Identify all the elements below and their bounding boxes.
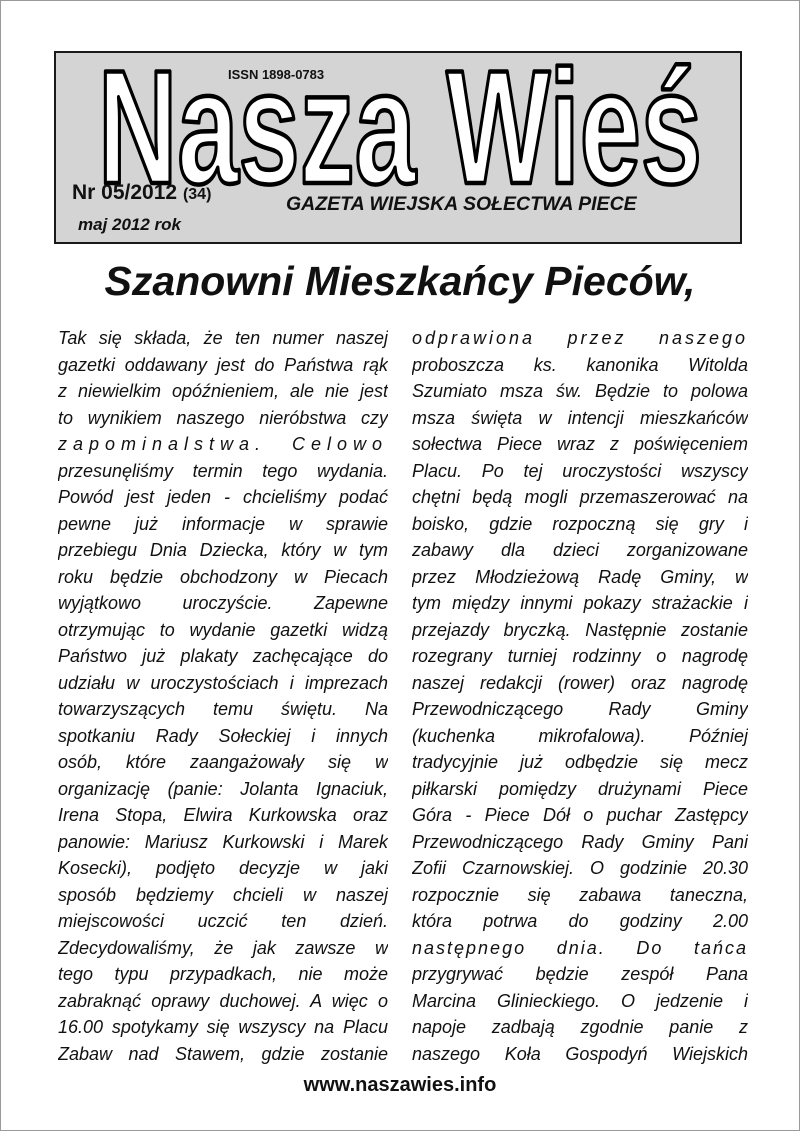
text-line: to wynikiem naszego nieróbstwa czy xyxy=(58,407,388,428)
article-headline: Szanowni Mieszkańcy Pieców, xyxy=(104,258,696,304)
text-line: Zofii Czarnowskiej. O godzinie 20.30 xyxy=(412,858,748,878)
newspaper-title: Nasza Wieś xyxy=(98,59,702,195)
text-line: wyjątkowo uroczyście. Zapewne xyxy=(58,593,388,613)
text-line: Tak się składa, że ten numer naszej xyxy=(58,328,388,348)
text-line: następnego dnia. Do tańca xyxy=(412,937,748,958)
website-url: www.naszawies.info xyxy=(303,1074,497,1096)
text-line: miejscowości uczcić ten dzień. xyxy=(58,911,388,931)
text-line: rozegrany turniej rodzinny o nagrodę xyxy=(412,646,748,666)
text-line: roku będzie obchodzony w Piecach xyxy=(58,566,388,587)
text-line: naszej redakcji (rower) oraz nagrodę xyxy=(412,672,748,693)
text-line: Marcina Glinieckiego. O jedzenie i xyxy=(412,990,748,1011)
text-line: Przewodniczącego Rady Gminy xyxy=(412,699,748,719)
text-line: przebiegu Dnia Dziecka, który w tym xyxy=(58,540,388,560)
text-line: udziału w uroczystościach i imprezach xyxy=(58,672,388,693)
text-line: przez Młodzieżową Radę Gminy, w xyxy=(412,566,748,587)
text-line: rozpocznie się zabawa taneczna, xyxy=(412,884,748,905)
text-line: zabraknąć oprawy duchowej. A więc o xyxy=(58,990,388,1011)
text-line: zabawy dla dzieci zorganizowane xyxy=(412,540,748,560)
text-line: przejazdy bryczką. Następnie zostanie xyxy=(412,619,748,640)
text-line: napoje zadbają zgodnie panie z xyxy=(412,1017,748,1037)
issue-count: (34) xyxy=(182,186,212,203)
text-line: która potrwa do godziny 2.00 xyxy=(412,911,748,931)
text-line: sołectwa Piece wraz z poświęceniem xyxy=(412,434,748,454)
text-line: (kuchenka mikrofalowa). Później xyxy=(412,725,748,746)
issue-number-value: Nr 05/2012 xyxy=(72,181,178,204)
text-line: naszego Koła Gospodyń Wiejskich xyxy=(412,1043,748,1064)
masthead xyxy=(54,51,742,244)
text-line: Góra - Piece Dół o puchar Zastępcy xyxy=(412,805,748,825)
text-line: zapominalstwa. Celowo xyxy=(58,434,388,454)
issn-number: ISSN 1898-0783 xyxy=(228,67,325,82)
text-line: przesunęliśmy termin tego wydania. xyxy=(58,460,388,481)
text-line: z niewielkim opóźnieniem, ale nie jest xyxy=(58,381,388,401)
text-line: tego typu przypadkach, nie może xyxy=(58,964,388,984)
text-line: organizację (panie: Jolanta Ignaciuk, xyxy=(58,778,388,799)
text-line: 16.00 spotykamy się wszyscy na Placu xyxy=(58,1017,388,1037)
newspaper-subtitle: GAZETA WIEJSKA SOŁECTWA PIECE xyxy=(286,193,637,215)
text-line: Kosecki), podjęto decyzje w jaki xyxy=(58,858,388,878)
issue-number xyxy=(72,181,211,205)
text-line: pewne już informacje w sprawie xyxy=(58,513,388,534)
text-line: tym między innymi pokazy strażackie i xyxy=(412,593,748,613)
text-line: Irena Stopa, Elwira Kurkowska oraz xyxy=(58,805,388,825)
text-line: Państwo już plakaty zachęcające do xyxy=(58,646,388,666)
text-line: chętni będą mogli przemaszerować na xyxy=(412,487,748,507)
article-column-left xyxy=(58,325,388,1067)
text-line: otrzymując to wydanie gazetki widzą xyxy=(58,619,388,640)
text-line: msza święta w intencji mieszkańców xyxy=(412,407,748,428)
text-line: Zdecydowaliśmy, że jak zawsze w xyxy=(58,937,388,958)
text-line: Powód jest jeden - chcieliśmy podać xyxy=(58,487,388,507)
text-line: towarzyszących temu świętu. Na xyxy=(58,699,388,719)
text-line: tradycyjnie już odbędzie się mecz xyxy=(412,752,748,772)
text-line: Zabaw nad Stawem, gdzie zostanie xyxy=(58,1043,388,1064)
text-line: proboszcza ks. kanonika Witolda xyxy=(412,354,748,375)
article-column-right xyxy=(412,325,748,1067)
text-line: sposób będziemy chcieli w naszej xyxy=(58,884,388,905)
text-line: panowie: Mariusz Kurkowski i Marek xyxy=(58,831,388,852)
text-line: spotkaniu Rady Sołeckiej i innych xyxy=(58,725,388,746)
newspaper-logo xyxy=(92,59,708,195)
text-line: gazetki oddawany jest do Państwa rąk xyxy=(58,354,388,375)
text-line: piłkarski pomiędzy drużynami Piece xyxy=(412,778,748,799)
text-line: osób, które zaangażowały się w xyxy=(58,752,388,772)
text-line: Przewodniczącego Rady Gminy Pani xyxy=(412,831,748,852)
text-line: przygrywać będzie zespół Pana xyxy=(412,964,748,984)
text-line: Placu. Po tej uroczystości wszyscy xyxy=(412,460,748,481)
text-line: boisko, gdzie rozpoczną się gry i xyxy=(412,513,748,534)
text-line: Szumiato msza św. Będzie to polowa xyxy=(412,381,748,401)
issue-date: maj 2012 rok xyxy=(78,215,182,234)
text-line: odprawiona przez naszego xyxy=(412,328,748,348)
